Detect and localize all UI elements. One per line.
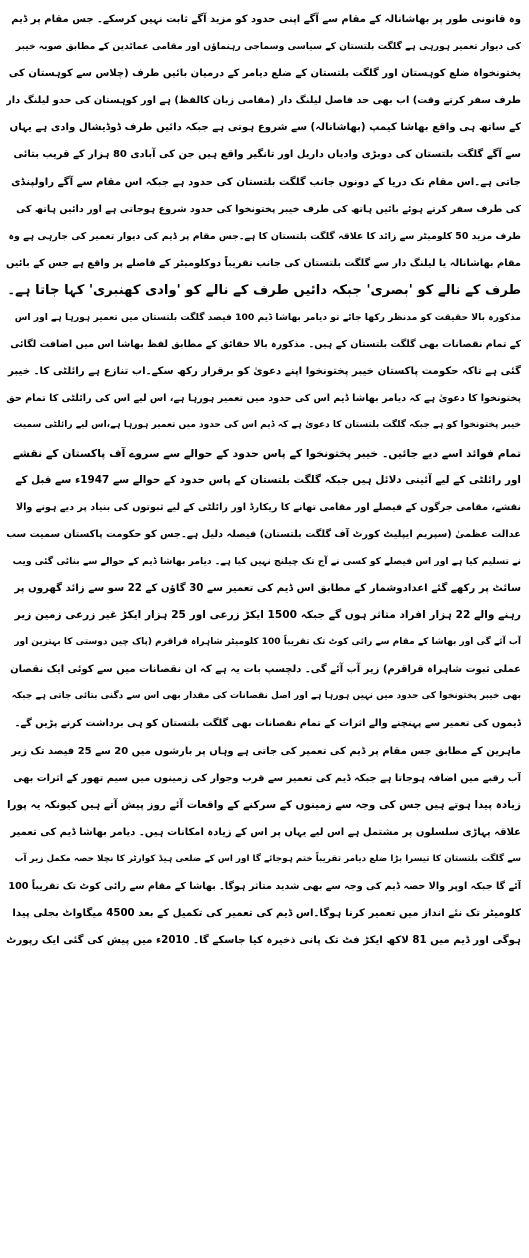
article-text-line: مقام بھاشانالہ یا لیلنگ دار سے گلگت بلتستان کی جانب تقریباً دوکلومیٹر کے فاصلے پر واقع ہے جس کے بائیں [6,257,521,269]
article-text-line: تمام فوائد اسے دیے جائیں۔ خیبر پختونخوا کے پاس حدود کے حوالے سے سروے آف پاکستان کے نقشے [13,446,521,460]
article-text-line: رہنے والے 22 ہزار افراد متاثر ہوں گے جبکہ 1500 ایکڑ زرعی اور 25 ہزار ایکڑ غیر زرعی زمین زیر [14,609,521,622]
article-text-line: علاقہ پہاڑی سلسلوں پر مشتمل ہے اس لیے یہاں پر اس کے زیادہ امکانات ہیں۔ دیامر بھاشا ڈیم کی تعمیر [10,826,521,838]
article-text-line: کلومیٹر تک نئے انداز میں تعمیر کرنا ہوگا۔اس ڈیم کی تعمیر کی تکمیل کے بعد 4500 میگاواٹ بجلی پیدا [12,908,521,920]
article-text-line: طرف کے نالے کو 'بصری' جبکہ دائیں طرف کے نالے کو 'وادی کھنبری' کہا جاتا ہے۔ [7,282,521,298]
article-text-line: کی طرف سفر کرتے ہوئے بائیں ہاتھ کی طرف خیبر پختونخوا کی حدود شروع ہوجاتی ہے اور دائیں ہاتھ کی [16,203,521,215]
article-text-line: کی دیوار تعمیر ہورہی ہے گلگت بلتستان کے سیاسی وسماجی رہنماؤں اور مقامی عمائدین کے مطابق صوبہ خیبر [15,41,521,53]
article-text-line: بھی خیبر پختونخوا کی حدود میں نہیں ہورہا ہے اور اصل نقصانات کی مقدار بھی اس سے دگنی بتائی جاتی ہے جبکہ [11,691,521,702]
article-text-line: پختونخواہ ضلع کوہستان اور گلگت بلتستان کے ضلع دیامر کے درمیان بائیں طرف (چلاس سے کوہستان کی [8,68,521,80]
article-text-line: طرف مزید 50 کلومیٹر سے زائد کا علاقہ گلگت بلتستان کا ہے۔جس مقام پر ڈیم کی دیوار تعمیر کی جارہی ہے وہ [8,230,521,242]
article-text-line: نے تسلیم کیا ہے اور اس فیصلے کو کسی نے آج تک چیلنج نہیں کیا ہے۔ دیامر بھاشا ڈیم کے حوالے سے بنائی گئی ویب [12,555,521,567]
article-text-line: نقشے، مقامی جرگوں کے فیصلے اور مقامی تھانے کا ریکارڈ اور رائلٹی کے لیے ثبوتوں کی بنیاد پر دیے ہونے والا [15,501,521,513]
article-text-line: آب آئے گی اور بھاشا کے مقام سے رائی کوٹ تک تقریباً 100 کلومیٹر شاہراہ قراقرم (پاک چین دوستی کا بہترین اور [14,637,521,648]
article-text-line: پختونخوا کا دعویٰ ہے کہ دیامر بھاشا ڈیم اس کی حدود میں تعمیر ہورہا ہے، اس لیے اس کی رائلٹی کا تمام حق [6,393,521,405]
article-text-line: زیادہ پیدا ہوتے ہیں جس کی وجہ سے زمینوں کے سرکنے کے واقعات آئے روز پیش آتے ہیں کیونکہ یہ پورا [6,798,521,811]
article-text-line: گئی ہے تاکہ حکومت پاکستان خیبر پختونخوا اپنے دعویٰ کو برقرار رکھ سکے۔اب تنازع ہے رائلٹی کا۔ خیبر [8,366,521,378]
article-text-line: سے گلگت بلتستان کا تیسرا بڑا ضلع دیامر تقریباً ختم ہوجائے گا اور اس کے ضلعی ہیڈ کوارٹر کا نچلا حصہ مکمل زیر آب [14,853,521,864]
article-text-line: ہوگی اور ڈیم میں 81 لاکھ ایکڑ فٹ تک پانی ذخیرہ کیا جاسکے گا۔ 2010ء میں پیش کی گئی ایک رپورٹ [6,935,521,947]
article-text-line: کے ساتھ ہی واقع بھاشا کیمپ (بھاشانالہ) سے شروع ہوتی ہے جبکہ دائیں طرف ڈوڈیشال وادی ہے یہاں [9,122,521,134]
article-text-line: جاتی ہے۔اس مقام تک دریا کے دونوں جانب گلگت بلتستان کی حدود ہے جبکہ اس مقام سے آگے راولپنڈی [11,176,521,188]
article-text-line: ماہرین کے مطابق جس مقام پر ڈیم کی تعمیر کی جاتی ہے وہاں پر بارشوں میں 20 سے 25 فیصد تک زیر [11,745,521,757]
article-text-line: ڈیموں کی تعمیر سے پہنچنے والے اثرات کے تمام نقصانات بھی گلگت بلتستان کو ہی برداشت کرنے پڑیں گے۔ [14,718,521,730]
article-text-line: آب رقبے میں اضافہ ہوجاتا ہے جبکہ ڈیم کی تعمیر سے قرب وجوار کی زمینوں میں سیم تھور کے اثرات بھی [13,772,521,784]
article-text-line: سے آگے گلگت بلتستان کی دوبڑی وادیاں داریل اور تانگیر واقع ہیں جن کی آبادی 80 ہزار کے قریب بتائی [13,149,521,161]
article-text-line: کے تمام نقصانات بھی گلگت بلتستان کے ہیں۔ مذکورہ بالا حقائق کے مطابق لفظ بھاشا اس میں اضافت لگائی [10,339,521,351]
article-text-line: مذکورہ بالا حقیقت کو مدنظر رکھا جائے تو دیامر بھاشا ڈیم 100 فیصد گلگت بلتستان میں تعمیر ہورہا ہے اور اس [14,312,521,324]
article-text-line: وہ قانونی طور پر بھاشانالہ کے مقام سے آگے اپنی حدود کو مزید آگے ثابت نہیں کرسکے۔ جس مقام پر ڈیم [11,14,521,25]
article-text-line: طرف سفر کرتے وقت) اب بھی حد فاصل لیلنگ دار (مقامی زبان کالفظ) ہے اور کوہستان کی حدو لیلنگ دار [6,95,521,107]
article-text-line: آئے گا جبکہ اوپر والا حصہ ڈیم کی وجہ سے بھی شدید متاثر ہوگا۔ بھاشا کے مقام سے رائی کوٹ تک تقریباً 100 [8,881,521,892]
article-text-line: خیبر پختونخوا کو ہے جبکہ گلگت بلتستان کا دعویٰ ہے کہ ڈیم اس کی حدود میں تعمیر ہورہا ہے،اس لیے رائلٹی سمیت [13,420,521,431]
article-text-line: عملی ثبوت شاہراہ قراقرم) زیر آب آئے گی۔ دلچسپ بات یہ ہے کہ ان نقصانات میں سے کوئی ایک نقصان [10,664,521,676]
article-text-line: اور رائلٹی کے لیے آئینی دلائل ہیں جبکہ گلگت بلتستان کے پاس حدود کے حوالے سے 1947ء سے قبل کے [15,473,521,486]
article-body [6,6,521,954]
article-text-line: عدالت عظمیٰ (سپریم ایپلیٹ کورٹ آف گلگت بلتستان) فیصلہ دلیل ہے۔جس کو حکومت پاکستان سمیت سب [6,528,521,540]
article-text-line: سائٹ پر رکھے گئے اعدادوشمار کے مطابق اس ڈیم کی تعمیر سے 30 گاؤں کے 22 سو سے زائد گھروں پر [14,582,521,594]
